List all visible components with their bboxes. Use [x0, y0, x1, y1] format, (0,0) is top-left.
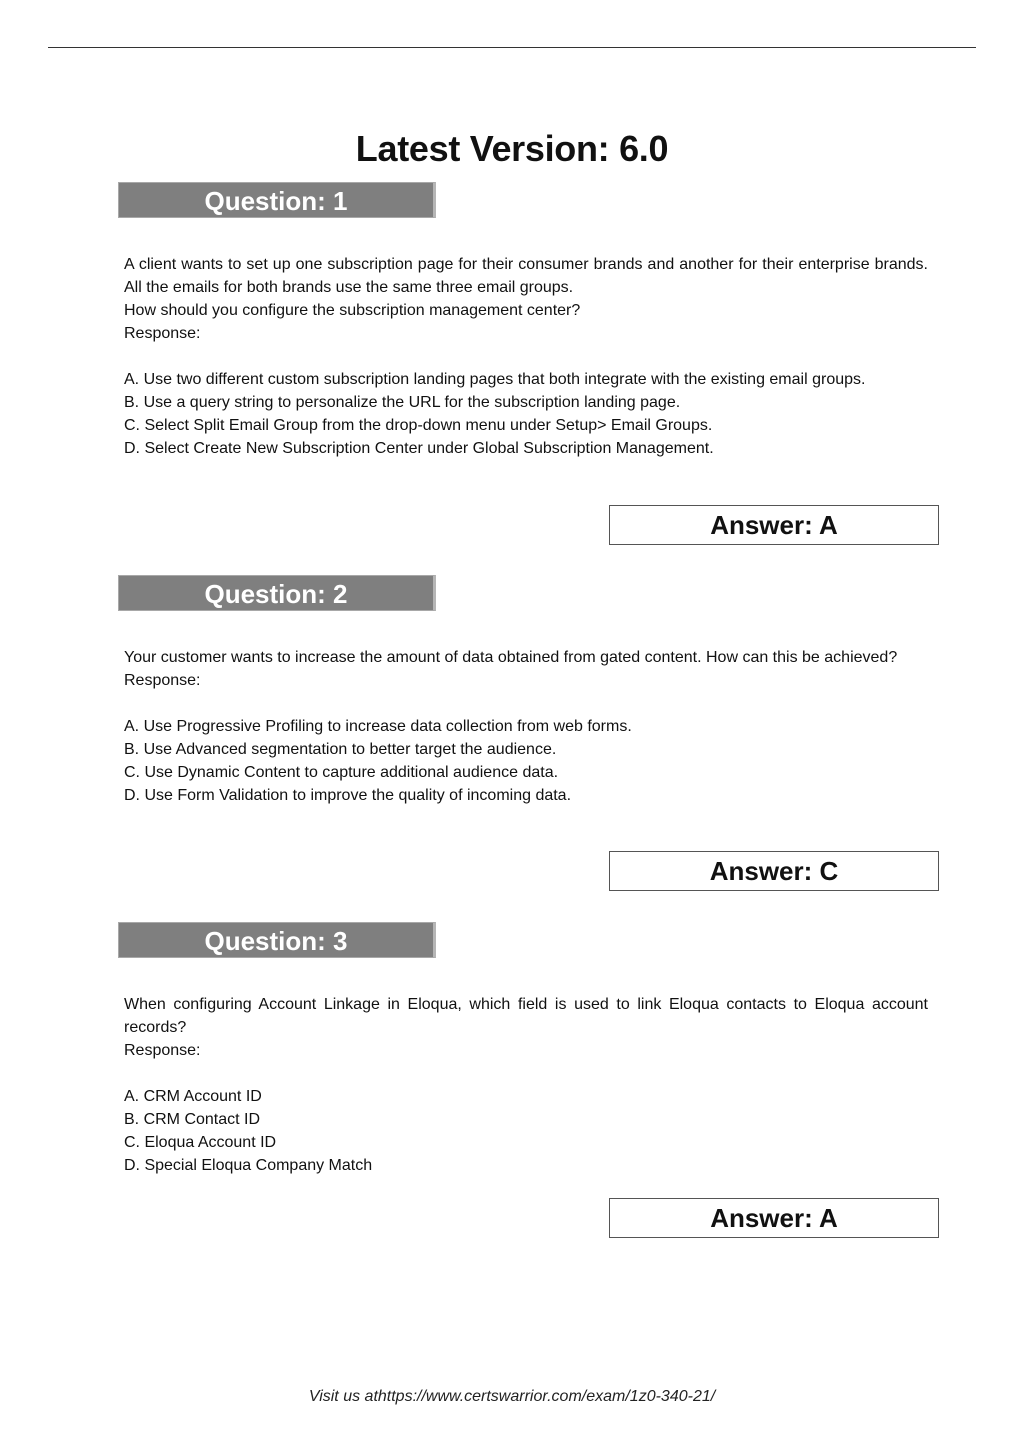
answer-option: C. Use Dynamic Content to capture additional audience data. — [124, 764, 559, 781]
answer-option: A. CRM Account ID — [124, 1088, 262, 1105]
answer-option: A. Use Progressive Profiling to increase data collection from web forms. — [124, 718, 632, 735]
answer-option: D. Select Create New Subscription Center under Global Subscription Management. — [124, 440, 714, 457]
question-stem-line: When configuring Account Linkage in Eloqua, which field is used to link Eloqua contacts to Eloqua account records? — [124, 996, 928, 1036]
answer-option: B. Use Advanced segmentation to better target the audience. — [124, 741, 557, 758]
question-header: Question: 3 — [118, 922, 436, 958]
question-stem-line: Response: — [124, 672, 201, 689]
answer-box: Answer: A — [609, 505, 939, 545]
question-body — [124, 993, 928, 1177]
answer-option: D. Special Eloqua Company Match — [124, 1157, 373, 1174]
answer-option: C. Eloqua Account ID — [124, 1134, 277, 1151]
question-stem-line: Response: — [124, 325, 201, 342]
footer-link-text[interactable]: Visit us athttps://www.certswarrior.com/exam/1z0-340-21/ — [308, 1388, 716, 1405]
answer-box: Answer: A — [609, 1198, 939, 1238]
answer-box: Answer: C — [609, 851, 939, 891]
answer-option: B. CRM Contact ID — [124, 1111, 261, 1128]
answer-option: A. Use two different custom subscription landing pages that both integrate with the existing email groups. — [124, 371, 866, 388]
question-stem-line: Your customer wants to increase the amount of data obtained from gated content. How can this be achieved? — [124, 649, 898, 666]
question-stem-line: Response: — [124, 1042, 201, 1059]
question-body — [124, 253, 928, 460]
question-stem-line: A client wants to set up one subscription page for their consumer brands and another for their enterprise brands. All the emails for both brands use the same three email groups. — [124, 256, 928, 296]
page-title: Latest Version: 6.0 — [355, 128, 669, 169]
answer-option: C. Select Split Email Group from the drop-down menu under Setup> Email Groups. — [124, 417, 713, 434]
top-rule — [48, 47, 976, 48]
answer-option: B. Use a query string to personalize the URL for the subscription landing page. — [124, 394, 681, 411]
question-header: Question: 2 — [118, 575, 436, 611]
question-header: Question: 1 — [118, 182, 436, 218]
answer-option: D. Use Form Validation to improve the quality of incoming data. — [124, 787, 572, 804]
question-stem-line: How should you configure the subscription management center? — [124, 302, 581, 319]
question-body — [124, 646, 928, 807]
